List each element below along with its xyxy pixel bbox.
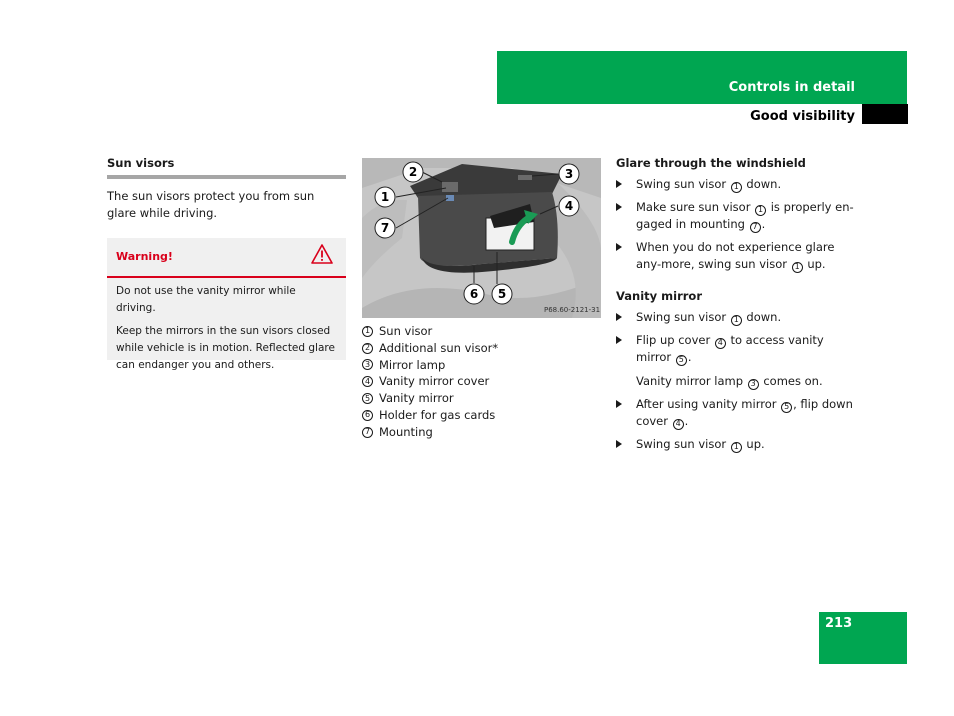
legend-text: Sun visor bbox=[379, 324, 433, 338]
legend-item bbox=[362, 323, 601, 340]
warning-text bbox=[107, 278, 346, 374]
step-text: , flip down cover bbox=[636, 397, 853, 428]
callout-number: 3 bbox=[748, 379, 759, 390]
instruction-step bbox=[616, 436, 861, 453]
instruction-step bbox=[616, 309, 861, 326]
instruction-step bbox=[616, 396, 861, 430]
warning-line: Keep the mirrors in the sun visors closed while vehicle is in motion. Reflected glare can endanger you and others. bbox=[116, 325, 335, 371]
arrow-right-icon bbox=[616, 203, 622, 211]
instruction-step bbox=[616, 239, 861, 273]
legend-item bbox=[362, 340, 601, 357]
arrow-right-icon bbox=[616, 400, 622, 408]
callout-number: 1 bbox=[731, 182, 742, 193]
callout-number: 6 bbox=[362, 410, 373, 421]
step-text: is properly en-gaged in mounting bbox=[636, 200, 854, 231]
figure-column bbox=[362, 158, 601, 441]
svg-text:6: 6 bbox=[469, 287, 479, 301]
column-heading: Sun visors bbox=[107, 156, 346, 179]
arrow-right-icon bbox=[616, 440, 622, 448]
legend-text: Vanity mirror cover bbox=[379, 374, 490, 389]
subsection-title: Good visibility bbox=[750, 109, 855, 124]
svg-text:7: 7 bbox=[380, 221, 390, 235]
warning-triangle-icon bbox=[311, 244, 333, 268]
callout-number: 5 bbox=[362, 393, 373, 404]
callout-number: 5 bbox=[676, 355, 687, 366]
legend-item bbox=[362, 373, 601, 390]
note-text: Vanity mirror lamp bbox=[636, 374, 747, 388]
callout-number: 7 bbox=[750, 222, 761, 233]
instruction-step bbox=[616, 332, 861, 366]
step-text: . bbox=[687, 350, 692, 364]
callout-number: 4 bbox=[362, 376, 373, 387]
legend-item bbox=[362, 357, 601, 374]
step-text: Swing sun visor bbox=[636, 437, 730, 451]
callout-number: 1 bbox=[362, 326, 373, 337]
result-note bbox=[616, 373, 861, 390]
sun-visor-illustration bbox=[362, 158, 601, 318]
callout-number: 1 bbox=[731, 315, 742, 326]
sun-visors-column bbox=[107, 156, 346, 371]
arrow-right-icon bbox=[616, 313, 622, 321]
page-number: 213 bbox=[825, 616, 853, 631]
step-text: to access vanity mirror bbox=[636, 333, 824, 364]
step-text: . bbox=[761, 217, 766, 231]
step-text: When you do not experience glare any-more, swing sun visor bbox=[636, 240, 835, 271]
callout-number: 7 bbox=[362, 427, 373, 438]
note-text: comes on. bbox=[759, 374, 823, 388]
step-text: . bbox=[684, 414, 689, 428]
instruction-step bbox=[616, 199, 861, 233]
step-text: Flip up cover bbox=[636, 333, 714, 347]
warning-box bbox=[107, 238, 346, 371]
section-tab bbox=[862, 104, 908, 124]
section-title: Controls in detail bbox=[728, 80, 855, 95]
callout-number: 3 bbox=[362, 359, 373, 370]
instructions-column bbox=[616, 156, 861, 453]
callout-number: 4 bbox=[715, 338, 726, 349]
step-text: up. bbox=[803, 257, 826, 271]
glare-heading: Glare through the windshield bbox=[616, 156, 806, 170]
step-text: up. bbox=[742, 437, 765, 451]
legend-text: Holder for gas cards bbox=[379, 407, 496, 422]
callout-number: 1 bbox=[731, 442, 742, 453]
instruction-step bbox=[616, 176, 861, 193]
svg-text:5: 5 bbox=[497, 287, 507, 301]
intro-paragraph: The sun visors protect you from sun glare while driving. bbox=[107, 189, 315, 220]
step-text: Swing sun visor bbox=[636, 310, 730, 324]
legend-text: Mounting bbox=[379, 424, 433, 439]
warning-label: Warning! bbox=[116, 250, 173, 263]
legend-text: Vanity mirror bbox=[379, 391, 454, 406]
legend-text: Mirror lamp bbox=[379, 357, 446, 372]
figure-legend bbox=[362, 323, 601, 441]
callout-number: 1 bbox=[755, 205, 766, 216]
legend-text: Additional sun visor* bbox=[379, 340, 499, 355]
callout-number: 2 bbox=[362, 343, 373, 354]
callout-number: 1 bbox=[792, 262, 803, 273]
step-text: Make sure sun visor bbox=[636, 200, 755, 214]
warning-header bbox=[107, 238, 346, 278]
legend-item bbox=[362, 407, 601, 424]
legend-item bbox=[362, 390, 601, 407]
svg-text:3: 3 bbox=[564, 167, 574, 181]
arrow-right-icon bbox=[616, 243, 622, 251]
svg-text:1: 1 bbox=[380, 190, 390, 204]
legend-item bbox=[362, 424, 601, 441]
arrow-right-icon bbox=[616, 180, 622, 188]
vanity-mirror-heading: Vanity mirror bbox=[616, 289, 702, 303]
warning-line: Do not use the vanity mirror while driving. bbox=[116, 285, 296, 314]
svg-text:2: 2 bbox=[408, 165, 418, 179]
step-text: down. bbox=[742, 177, 782, 191]
header-band bbox=[497, 51, 907, 104]
step-text: After using vanity mirror bbox=[636, 397, 781, 411]
callout-number: 4 bbox=[673, 419, 684, 430]
figure-code: P68.60-2121-31 bbox=[544, 306, 601, 314]
step-text: Swing sun visor bbox=[636, 177, 730, 191]
arrow-right-icon bbox=[616, 336, 622, 344]
svg-text:4: 4 bbox=[564, 199, 574, 213]
callout-number: 5 bbox=[781, 402, 792, 413]
step-text: down. bbox=[742, 310, 782, 324]
